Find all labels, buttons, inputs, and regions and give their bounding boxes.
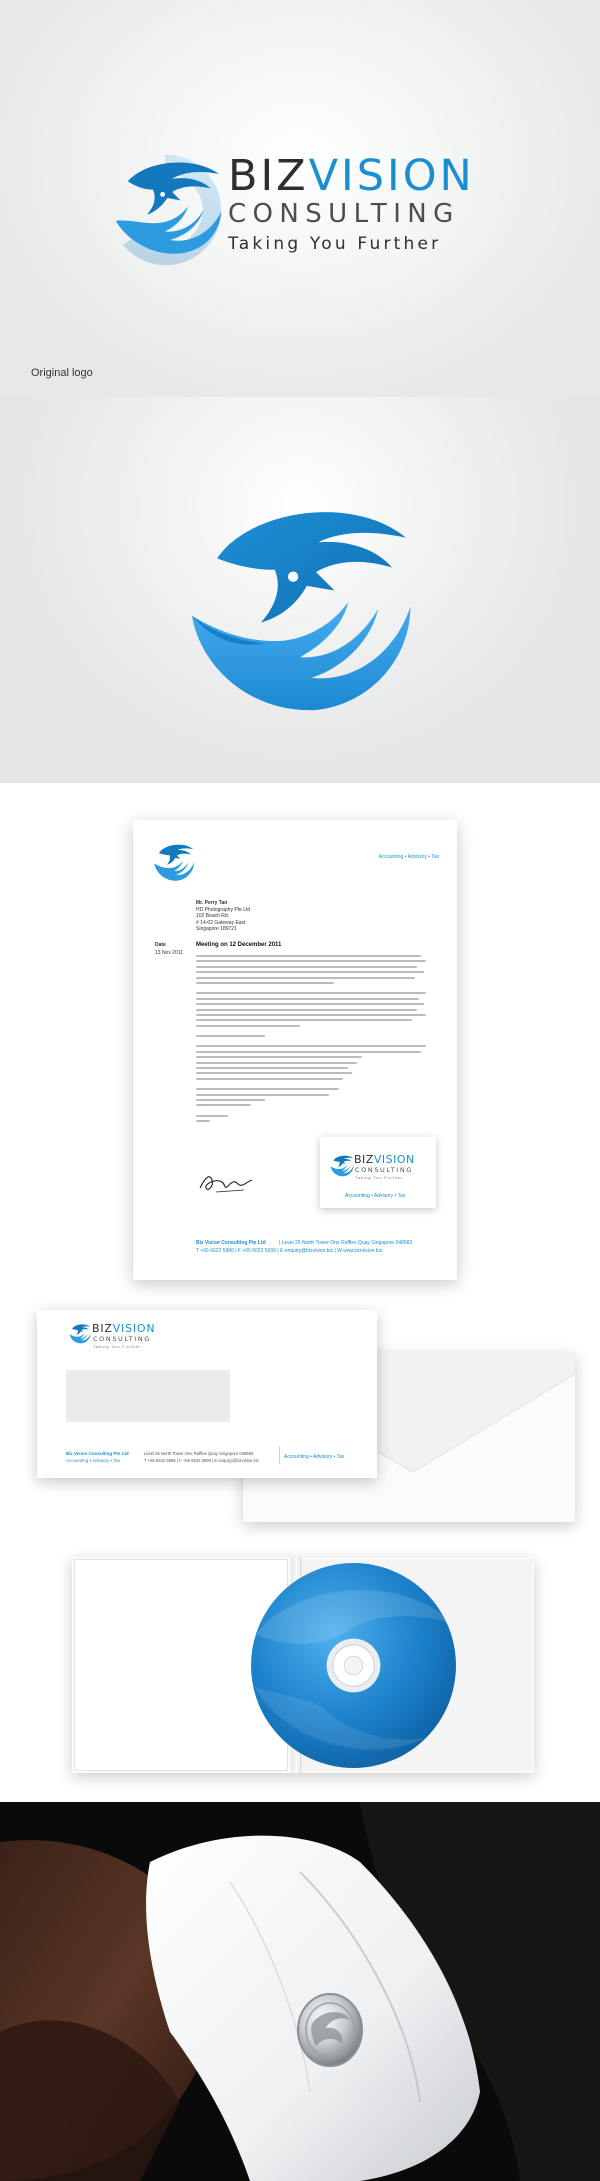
envelope-brand-subtitle: CONSULTING [93,1335,151,1343]
date-value: 13 Nov 2011 [155,950,183,956]
body-line [196,977,415,979]
body-line [196,1051,421,1053]
recipient-line: Singapore 189721 [196,926,237,932]
brand-name-vision: VISION [308,151,475,201]
body-line [196,955,421,957]
brand-name-biz: BIZ [228,151,309,201]
eagle-circle-icon [105,150,225,270]
body-line [196,1062,357,1064]
body-line [196,1025,300,1027]
cufflink-scene [0,1802,600,2181]
body-line [196,1035,265,1037]
recipient-line: # 14-02 Gateway East [196,919,246,926]
envelope-contact: T +65 6622 5986 | F +65 6622 5999 | E enquiry@bizvision.biz [144,1458,259,1463]
letter-services: Accounting • Advisory • Tax [378,854,439,860]
body-line [196,1014,426,1016]
card-brand-biz: BIZ [354,1153,374,1166]
envelope-brand-name [92,1322,155,1335]
letter-recipient [196,900,250,933]
recipient-name: Mr. Perry Tan [196,900,228,906]
eagle-circle-icon [330,1153,354,1177]
body-line [196,960,426,962]
envelope-brand-tagline: Taking You Further [93,1344,141,1349]
envelope-services-left: Accounting • Advisory • Tax [66,1458,121,1463]
envelope-company: Biz Vision Consulting Pte Ltd [66,1451,129,1456]
letter-footer-address: | Level 25 North Tower One Raffles Quay Singapore 048583 [279,1240,413,1246]
card-services: Accounting • Advisory • Tax [345,1193,406,1199]
card-brand-vision: VISION [373,1153,415,1166]
original-logo-caption: Original logo [31,367,93,379]
letter-footer-company: Biz Vision Consulting Pte Ltd [196,1240,266,1246]
eagle-circle-icon [185,487,415,717]
letter-subject: Meeting on 12 December 2011 [196,942,282,948]
envelope-services-right: Accounting • Advisory • Tax [284,1454,345,1460]
body-line [196,1115,228,1117]
card-brand-name [354,1153,415,1166]
body-line [196,1120,210,1122]
body-line [196,1088,339,1090]
body-line [196,971,424,973]
logo-wordmark [228,151,508,254]
envelope-brand-vision: VISION [112,1322,156,1335]
body-line [196,992,426,994]
envelope-brand-biz: BIZ [92,1322,113,1335]
letter-footer-contacts: T +65 6622 5986 | F +65 6622 5999 | E enquiry@bizvision.biz | W www.bizvision.biz [196,1248,383,1254]
body-line [196,1056,362,1058]
signature-icon [196,1170,256,1196]
body-line [196,1009,417,1011]
body-line [196,1003,424,1005]
body-line [196,1019,412,1021]
cd-disc-icon [250,1562,457,1769]
body-line [196,1078,343,1080]
envelope-address-window [66,1370,230,1422]
body-line [196,1094,329,1096]
eagle-circle-icon [153,840,195,882]
envelope-front [37,1310,377,1478]
eagle-circle-icon [69,1322,91,1344]
body-line [196,982,334,984]
body-line [196,998,419,1000]
body-line [196,1072,352,1074]
full-logo [105,150,505,270]
letterhead [133,820,457,1280]
card-brand-tagline: Taking You Further [355,1175,403,1180]
recipient-line: 102 Beach Rd. [196,913,230,919]
business-card [320,1137,436,1208]
envelope-divider [279,1446,280,1464]
recipient-line: HD Photography Pte Ltd [196,906,251,913]
brand-tagline: Taking You Further [228,234,442,254]
date-label: Date [155,942,166,948]
cufflink-photo [0,1802,600,2181]
body-line [196,1104,251,1106]
logo-section [0,0,600,397]
card-brand-subtitle: CONSULTING [355,1166,413,1174]
body-line [196,966,417,968]
body-line [196,1045,426,1047]
body-line [196,1067,348,1069]
brand-name [228,151,508,201]
brand-subtitle: CONSULTING [228,199,460,229]
envelope-address: Level 25 North Tower One Raffles Quay Singapore 048583 [144,1451,254,1456]
body-line [196,1099,265,1101]
